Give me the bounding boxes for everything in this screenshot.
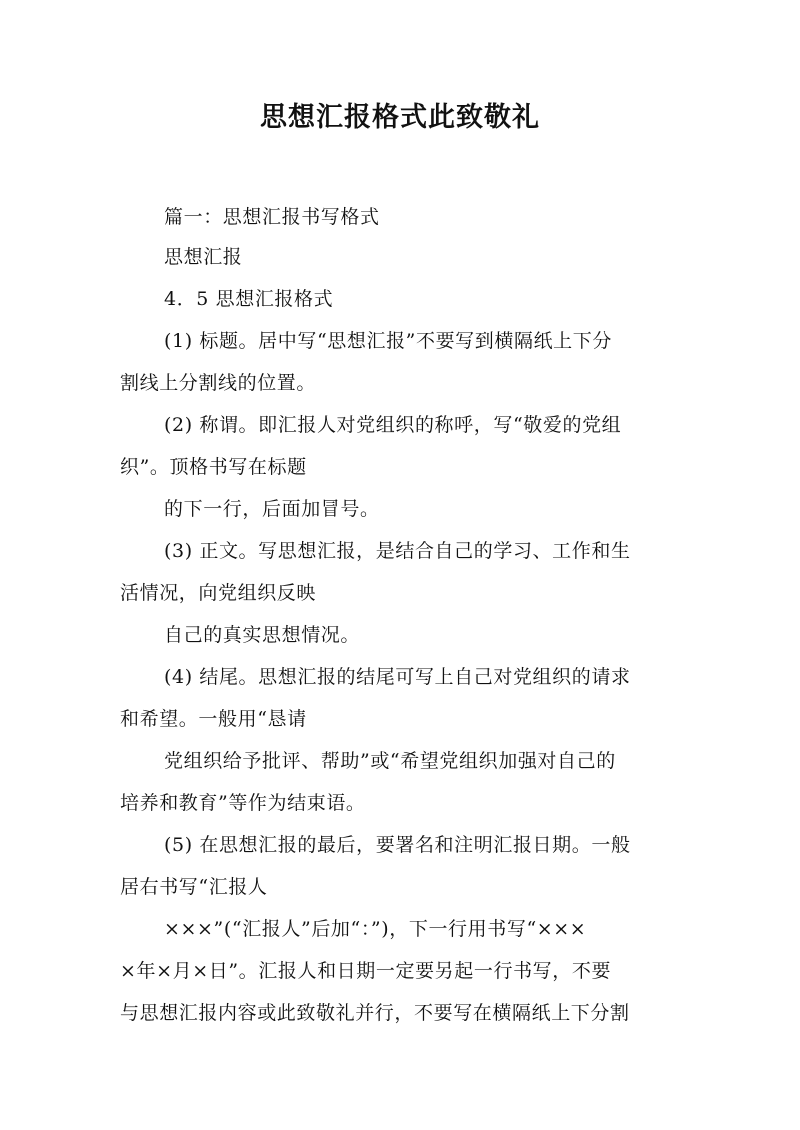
paragraph-line: ×年×月×日”。汇报人和日期一定要另起一行书写，不要 xyxy=(120,960,612,982)
paragraph-line: ×××”(“汇报人”后加“：”)，下一行用书写“××× xyxy=(164,918,587,940)
paragraph-line: 自己的真实思想情况。 xyxy=(164,624,361,646)
paragraph-line: 与思想汇报内容或此致敬礼并行，不要写在横隔纸上下分割 xyxy=(120,1002,630,1024)
paragraph-line: 培养和教育”等作为结束语。 xyxy=(120,792,366,814)
paragraph-line: 活情况，向党组织反映 xyxy=(120,582,317,604)
paragraph-line: 党组织给予批评、帮助”或“希望党组织加强对自己的 xyxy=(164,750,616,772)
paragraph-line: (1) 标题。居中写“思想汇报”不要写到横隔纸上下分 xyxy=(164,330,612,352)
paragraph-line: 居右书写“汇报人 xyxy=(120,876,268,898)
paragraph-line: (5) 在思想汇报的最后，要署名和注明汇报日期。一般 xyxy=(164,834,631,856)
subheading-line: 思想汇报 xyxy=(164,246,243,268)
paragraph-line: 割线上分割线的位置。 xyxy=(120,372,317,394)
document-title: 思想汇报格式此致敬礼 xyxy=(260,102,540,133)
paragraph-line: 织”。顶格书写在标题 xyxy=(120,456,307,478)
paragraph-line: (3) 正文。写思想汇报，是结合自己的学习、工作和生 xyxy=(164,540,631,562)
paragraph-line: 的下一行，后面加冒号。 xyxy=(164,498,380,520)
section-heading-line: 4．5 思想汇报格式 xyxy=(164,288,334,310)
paragraph-line: 和希望。一般用“恳请 xyxy=(120,708,307,730)
paragraph-line: (4) 结尾。思想汇报的结尾可写上自己对党组织的请求 xyxy=(164,666,631,688)
heading-line: 篇一：思想汇报书写格式 xyxy=(164,206,380,228)
paragraph-line: (2) 称谓。即汇报人对党组织的称呼，写“敬爱的党组 xyxy=(164,414,622,436)
